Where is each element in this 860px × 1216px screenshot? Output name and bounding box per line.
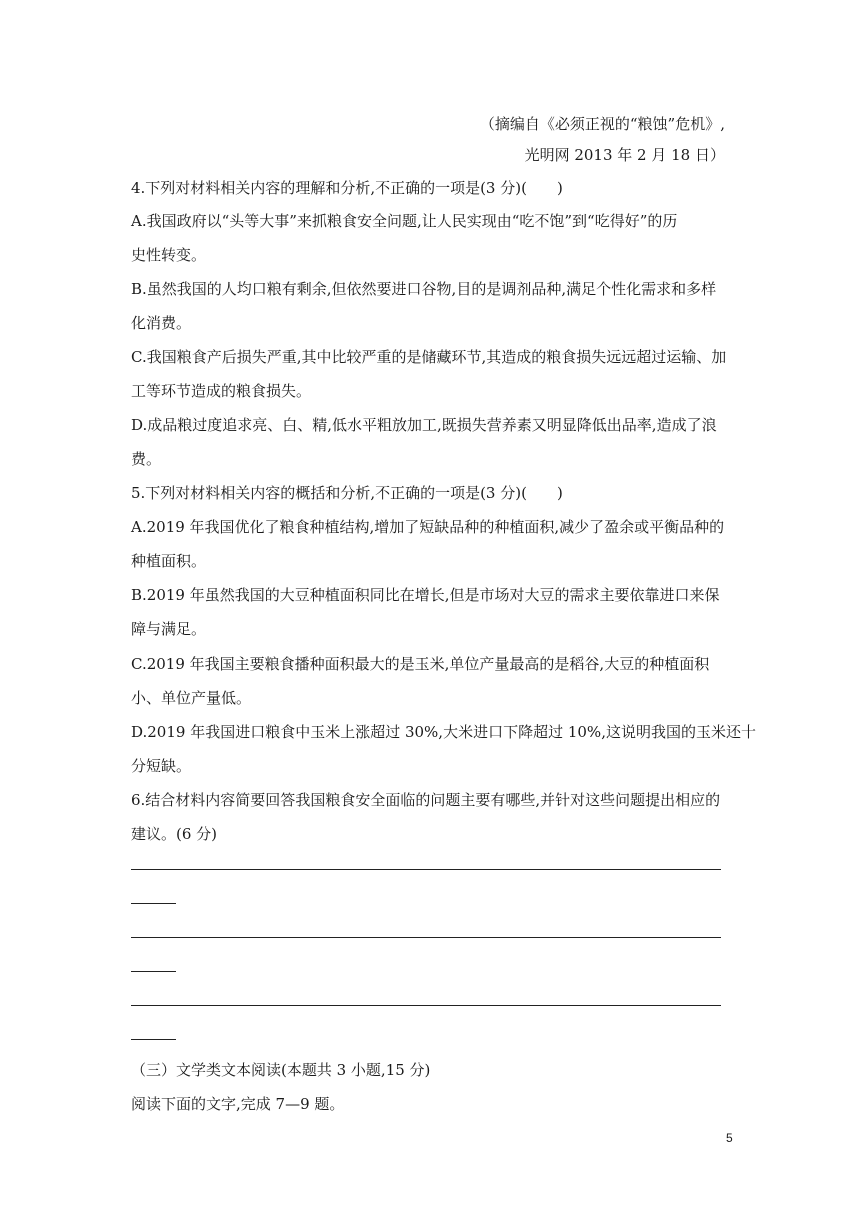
answer-rule-end (131, 971, 176, 972)
answer-rule (131, 1005, 721, 1006)
section-3-instruction: 阅读下面的文字,完成 7—9 题。 (131, 1095, 345, 1113)
question-4-option-a-line-2: 史性转变。 (131, 246, 207, 264)
question-4-option-d-line-2: 费。 (131, 450, 162, 468)
question-6-stem-line-1: 6.结合材料内容简要回答我国粮食安全面临的问题主要有哪些,并针对这些问题提出相应的 (131, 791, 721, 809)
question-5-option-b-line-1: B.2019 年虽然我国的大豆种植面积同比在增长,但是市场对大豆的需求主要依靠进口来保 (131, 586, 720, 604)
question-5-option-b-line-2: 障与满足。 (131, 620, 207, 638)
question-5-option-a-line-2: 种植面积。 (131, 552, 207, 570)
question-4-option-c-line-1: C.我国粮食产后损失严重,其中比较严重的是储藏环节,其造成的粮食损失远远超过运输、加 (131, 348, 727, 366)
citation-line-2: 光明网 2013 年 2 月 18 日） (524, 146, 725, 164)
question-5-option-d-line-1: D.2019 年我国进口粮食中玉米上涨超过 30%,大米进口下降超过 10%,这说明我国的玉米还十 (131, 723, 756, 741)
question-4-option-d-line-1: D.成品粮过度追求亮、白、精,低水平粗放加工,既损失营养素又明显降低出品率,造成了浪 (131, 416, 717, 434)
section-3-title: （三）文学类文本阅读(本题共 3 小题,15 分) (131, 1061, 431, 1079)
answer-rule (131, 937, 721, 938)
citation-line-1: （摘编自《必须正视的“粮蚀”危机》, (479, 115, 725, 133)
question-5-option-c-line-1: C.2019 年我国主要粮食播种面积最大的是玉米,单位产量最高的是稻谷,大豆的种植面积 (131, 655, 710, 673)
question-5-stem: 5.下列对材料相关内容的概括和分析,不正确的一项是(3 分)( ) (131, 484, 563, 502)
answer-rule-end (131, 903, 176, 904)
question-5-option-c-line-2: 小、单位产量低。 (131, 689, 252, 707)
question-6-stem-line-2: 建议。(6 分) (131, 825, 218, 843)
question-4-option-b-line-1: B.虽然我国的人均口粮有剩余,但依然要进口谷物,目的是调剂品种,满足个性化需求和多样 (131, 280, 717, 298)
question-4-option-a-line-1: A.我国政府以“头等大事”来抓粮食安全问题,让人民实现由“吃不饱”到“吃得好”的历 (131, 212, 678, 230)
page-number: 5 (726, 1131, 733, 1145)
question-4-option-b-line-2: 化消费。 (131, 314, 192, 332)
question-4-stem: 4.下列对材料相关内容的理解和分析,不正确的一项是(3 分)( ) (131, 179, 563, 197)
answer-rule (131, 869, 721, 870)
question-5-option-a-line-1: A.2019 年我国优化了粮食种植结构,增加了短缺品种的种植面积,减少了盈余或平衡品种的 (131, 518, 725, 536)
question-5-option-d-line-2: 分短缺。 (131, 757, 192, 775)
question-4-option-c-line-2: 工等环节造成的粮食损失。 (131, 382, 312, 400)
answer-rule-end (131, 1039, 176, 1040)
